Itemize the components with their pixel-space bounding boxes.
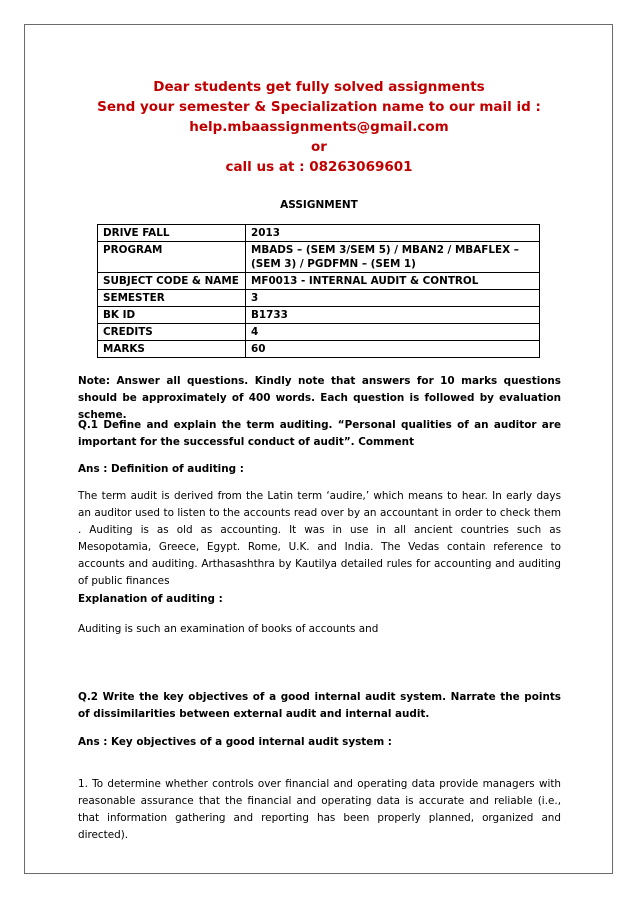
answer-2-heading-block [78, 734, 561, 751]
answer-1-paragraph: The term audit is derived from the Latin term ‘audire,’ which means to hear. In early days an auditor used to listen to the accounts read over by an accountant in order to check them . Auditing is as old as accounting. It was in use in all ancient countries such as Mesopotamia, Greece, Egypt. Rome, U.K. and India. The Vedas contain reference to accounts and auditing. Arthasashthra by Kautilya detailed rules for accounting and auditing of public finances [78, 490, 561, 587]
promo-email[interactable]: help.mbaassignments@gmail.com [189, 119, 449, 135]
explanation-heading: Explanation of auditing : [78, 593, 223, 605]
question-1 [78, 417, 561, 451]
explanation-paragraph: Auditing is such an examination of books of accounts and [78, 623, 379, 635]
table-row [98, 341, 540, 358]
answer-1-body [78, 488, 561, 590]
question-2-text: Q.2 Write the key objectives of a good internal audit system. Narrate the points of dissimilarities between external audit and internal audit. [78, 691, 561, 720]
assignment-info-table [97, 224, 540, 358]
table-row [98, 324, 540, 341]
answer-2-heading: Ans : Key objectives of a good internal audit system : [78, 736, 392, 748]
assignment-title: ASSIGNMENT [280, 199, 358, 211]
table-value: B1733 [246, 307, 540, 324]
table-key: BK ID [98, 307, 246, 324]
explanation-body [78, 621, 561, 638]
answer-1-heading: Ans : Definition of auditing : [78, 463, 244, 475]
table-row [98, 307, 540, 324]
answer-1-heading-block [78, 461, 561, 478]
promo-or: or [311, 139, 327, 155]
table-value: 2013 [246, 225, 540, 242]
table-key: SUBJECT CODE & NAME [98, 273, 246, 290]
promo-phone: call us at : 08263069601 [225, 159, 413, 175]
table-row [98, 242, 540, 273]
promo-header [0, 77, 638, 177]
table-row [98, 225, 540, 242]
table-key: PROGRAM [98, 242, 246, 273]
table-value: MBADS – (SEM 3/SEM 5) / MBAN2 / MBAFLEX – (SEM 3) / PGDFMN – (SEM 1) [246, 242, 540, 273]
table-key: SEMESTER [98, 290, 246, 307]
answer-2-point-1: 1. To determine whether controls over financial and operating data provide managers with reasonable assurance that the financial and operating data is accurate and reliable (i.e., that information gathering and reporting has been properly planned, organized and directed). [78, 778, 561, 841]
table-key: MARKS [98, 341, 246, 358]
answer-2-body [78, 776, 561, 844]
question-1-text: Q.1 Define and explain the term auditing. “Personal qualities of an auditor are important for the successful conduct of audit”. Comment [78, 419, 561, 448]
table-value: 4 [246, 324, 540, 341]
promo-line-2: Send your semester & Specialization name to our mail id : [97, 99, 541, 115]
table-row [98, 273, 540, 290]
note-text: Note: Answer all questions. Kindly note that answers for 10 marks questions should be approximately of 400 words. Each question is followed by evaluation scheme. [78, 375, 561, 421]
question-2 [78, 689, 561, 723]
table-key: CREDITS [98, 324, 246, 341]
table-row [98, 290, 540, 307]
promo-line-1: Dear students get fully solved assignments [153, 79, 485, 95]
explanation-heading-block [78, 591, 561, 608]
table-key: DRIVE FALL [98, 225, 246, 242]
table-value: MF0013 - INTERNAL AUDIT & CONTROL [246, 273, 540, 290]
table-value: 3 [246, 290, 540, 307]
table-value: 60 [246, 341, 540, 358]
